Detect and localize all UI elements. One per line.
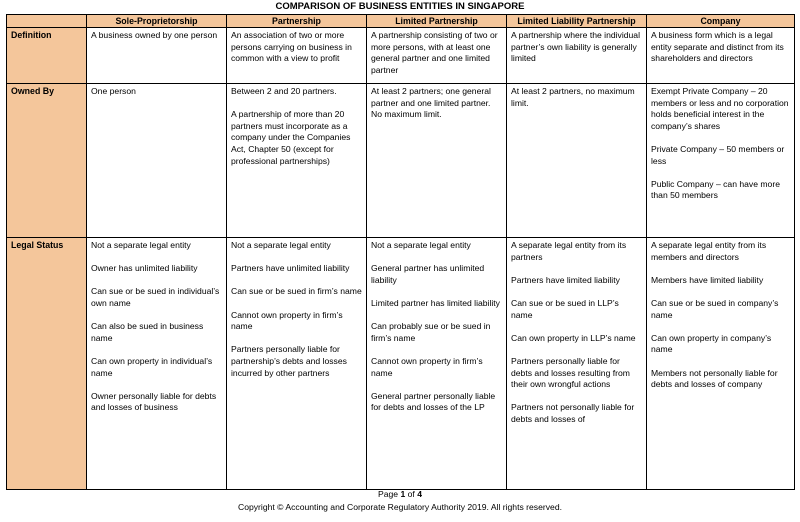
cell-text: A business owned by one person — [91, 30, 218, 40]
cell-text: Partners have unlimited liability — [231, 263, 350, 274]
cell-text: A separate legal entity from its members and directors — [651, 240, 767, 262]
cell-owned-partnership — [227, 84, 367, 238]
cell-text: A business form which is a legal entity separate and distinct from its shareholders and directors — [651, 30, 784, 64]
cell-definition-lp — [367, 28, 507, 84]
cell-text: Can own property in company’s name — [651, 332, 772, 355]
cell-text: Between 2 and 20 partners. — [231, 86, 337, 96]
cell-text: Members not personally liable for debts and losses of company — [651, 367, 778, 390]
cell-text: Partners not personally liable for debts and losses of — [511, 402, 635, 424]
cell-text: General partner has unlimited liability — [371, 263, 485, 285]
header-llp: Limited Liability Partnership — [507, 15, 647, 28]
row-label-legal-status: Legal Status — [7, 238, 87, 490]
cell-text: Can sue or be sued in LLP’s name — [511, 297, 619, 320]
cell-text: Can probably sue or be sued in firm’s name — [371, 321, 491, 343]
cell-text: A partnership consisting of two or more persons, with at least one general partner and one limited partner — [371, 30, 498, 75]
row-legal-status — [7, 238, 795, 490]
header-company: Company — [647, 15, 795, 28]
page-current: 1 — [400, 489, 406, 499]
cell-text: Can sue or be sued in company’s name — [651, 297, 779, 320]
page-prefix: Page — [378, 489, 401, 499]
cell-text: Can sue or be sued in individual’s own name — [91, 286, 220, 308]
cell-text: Not a separate legal entity — [231, 240, 331, 250]
cell-text: Not a separate legal entity — [371, 240, 471, 250]
cell-definition-llp — [507, 28, 647, 84]
header-partnership: Partnership — [227, 15, 367, 28]
cell-text: Members have limited liability — [651, 274, 764, 285]
cell-text: Partners personally liable for partnership’s debts and losses incurred by other partners — [231, 344, 347, 378]
cell-text: Can own property in LLP’s name — [511, 332, 636, 343]
cell-text: Partners have limited liability — [511, 274, 620, 285]
cell-owned-company — [647, 84, 795, 238]
cell-legal-company — [647, 238, 795, 490]
cell-text: An association of two or more persons carrying on business in common with a view to profit — [231, 30, 352, 64]
cell-text: Can own property in individual’s name — [91, 355, 213, 378]
cell-legal-lp — [367, 238, 507, 490]
cell-legal-partnership — [227, 238, 367, 490]
document-title: COMPARISON OF BUSINESS ENTITIES IN SINGAPORE — [275, 1, 525, 12]
page-of: of — [405, 489, 418, 499]
header-limited-partnership: Limited Partnership — [367, 15, 507, 28]
cell-text: At least 2 partners, no maximum limit. — [511, 86, 635, 108]
cell-text: Can sue or be sued in firm’s name — [231, 286, 362, 297]
row-owned-by — [7, 84, 795, 238]
cell-text: Cannot own property in firm’s name — [231, 309, 343, 332]
cell-text: A separate legal entity from its partners — [511, 240, 627, 262]
copyright-notice: Copyright © Accounting and Corporate Regulatory Authority 2019. All rights reserved. — [237, 502, 562, 512]
cell-text: Exempt Private Company – 20 members or less and no corporation holds beneficial interest in the company’s shares — [651, 86, 789, 131]
header-row — [7, 15, 795, 28]
cell-text: Partners personally liable for debts and losses resulting from their own wrongful actions — [511, 355, 630, 390]
cell-text: At least 2 partners; one general partner and one limited partner. No maximum limit. — [371, 86, 491, 120]
cell-text: Cannot own property in firm’s name — [371, 355, 483, 378]
page-total: 4 — [417, 489, 422, 499]
row-definition — [7, 28, 795, 84]
cell-text: Can also be sued in business name — [91, 321, 204, 343]
cell-definition-sole — [87, 28, 227, 84]
cell-owned-llp — [507, 84, 647, 238]
header-corner — [7, 15, 87, 28]
cell-owned-lp — [367, 84, 507, 238]
cell-definition-partnership — [227, 28, 367, 84]
cell-text: Not a separate legal entity — [91, 240, 191, 250]
cell-text: General partner personally liable for debts and losses of the LP — [371, 390, 496, 413]
header-sole-proprietorship: Sole-Proprietorship — [87, 15, 227, 28]
cell-legal-llp — [507, 238, 647, 490]
cell-text: Owner has unlimited liability — [91, 263, 198, 274]
row-label-owned-by: Owned By — [7, 84, 87, 238]
cell-text: Private Company – 50 members or less — [651, 143, 785, 166]
cell-owned-sole — [87, 84, 227, 238]
cell-text: A partnership of more than 20 partners must incorporate as a company under the Companies Act, Chapter 50 (except for professional partnerships) — [231, 109, 351, 166]
cell-text: One person — [91, 86, 136, 96]
cell-legal-sole — [87, 238, 227, 490]
row-label-definition: Definition — [7, 28, 87, 84]
cell-text: A partnership where the individual partner’s own liability is generally limited — [511, 30, 640, 64]
cell-text: Public Company – can have more than 50 members — [651, 178, 780, 201]
comparison-table — [6, 14, 795, 490]
cell-definition-company — [647, 28, 795, 84]
page-number — [0, 489, 800, 500]
cell-text: Limited partner has limited liability — [371, 297, 500, 308]
cell-text: Owner personally liable for debts and losses of business — [91, 390, 217, 413]
